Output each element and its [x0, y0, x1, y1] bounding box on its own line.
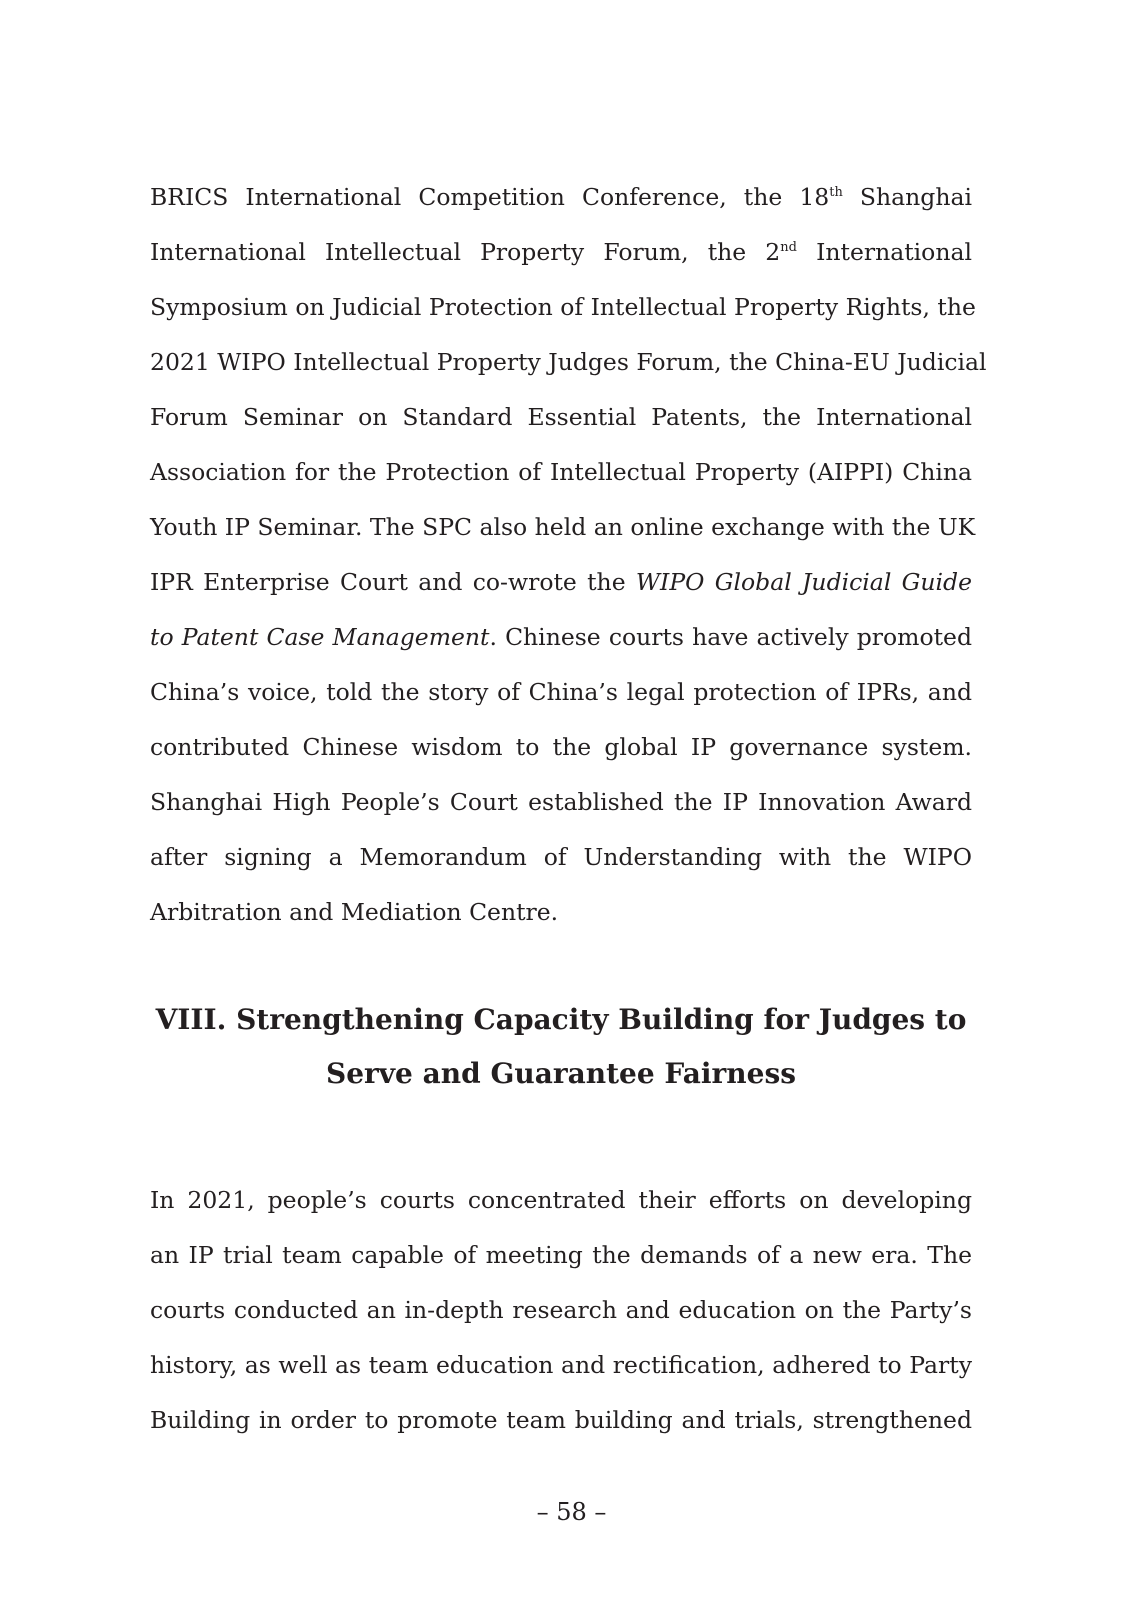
text-line: courts conducted an in-depth research and education on the Party’s [150, 1296, 972, 1324]
text-line: an IP trial team capable of meeting the demands of a new era. The [150, 1241, 972, 1269]
text-line: China’s voice, told the story of China’s legal protection of IPRs, and [150, 678, 972, 706]
italic-title: to Patent Case Management [150, 623, 490, 651]
heading-line: Serve and Guarantee Fairness [326, 1057, 796, 1090]
superscript: nd [780, 240, 797, 256]
text-line: Symposium on Judicial Protection of Intellectual Property Rights, the [150, 293, 976, 321]
text-fragment: BRICS International Competition Conference, the 18 [150, 183, 830, 211]
text-line: Association for the Protection of Intellectual Property (AIPPI) China [150, 458, 972, 486]
text-line: Shanghai High People’s Court established the IP Innovation Award [150, 788, 972, 816]
text-line [150, 170, 972, 225]
text-line [150, 225, 972, 280]
section-heading [150, 993, 972, 1101]
text-line [150, 610, 972, 665]
italic-title: WIPO Global Judicial Guide [635, 568, 972, 596]
text-line: contributed Chinese wisdom to the global IP governance system. [150, 733, 972, 761]
text-fragment: . Chinese courts have actively promoted [489, 623, 972, 651]
text-fragment: Shanghai [842, 183, 972, 211]
text-line: In 2021, people’s courts concentrated their efforts on developing [150, 1186, 972, 1214]
body-paragraph-1 [150, 170, 987, 940]
text-line: after signing a Memorandum of Understanding with the WIPO [150, 843, 972, 871]
page-number: – 58 – [536, 1498, 607, 1526]
text-line [150, 555, 972, 610]
text-fragment: International Intellectual Property Forum, the 2 [150, 238, 781, 266]
text-fragment: IPR Enterprise Court and co-wrote the [150, 568, 636, 596]
text-line: 2021 WIPO Intellectual Property Judges Forum, the China-EU Judicial [150, 348, 987, 376]
superscript: th [829, 185, 843, 201]
heading-line: VIII. Strengthening Capacity Building for Judges to [155, 1003, 967, 1036]
text-line: Arbitration and Mediation Centre. [150, 898, 559, 926]
text-fragment: International [796, 238, 972, 266]
text-line: history, as well as team education and rectification, adhered to Party [150, 1351, 972, 1379]
text-line: Building in order to promote team building and trials, strengthened [150, 1406, 972, 1434]
text-line: Youth IP Seminar. The SPC also held an online exchange with the UK [150, 513, 976, 541]
body-paragraph-2 [150, 1173, 972, 1448]
text-line: Forum Seminar on Standard Essential Patents, the International [150, 403, 972, 431]
